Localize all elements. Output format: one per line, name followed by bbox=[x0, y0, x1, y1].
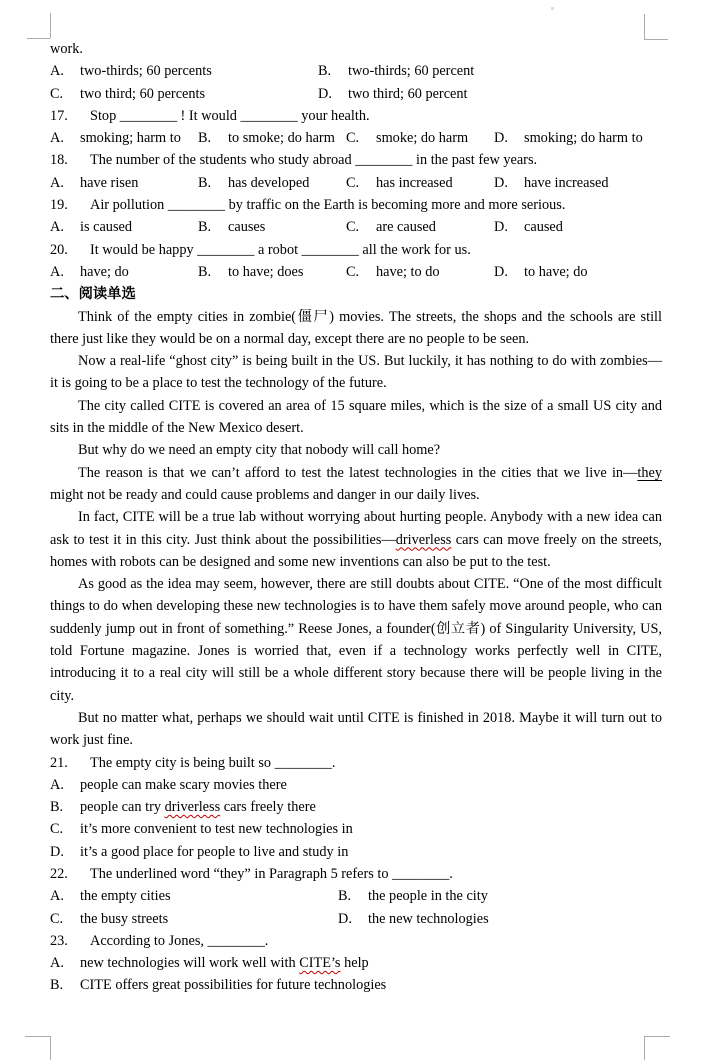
option-17-b bbox=[198, 127, 346, 149]
option-text: two third; 60 percent bbox=[348, 85, 468, 102]
option-text: help bbox=[340, 955, 369, 972]
crop-mark-top-left-vertical bbox=[50, 13, 51, 38]
option-20-d bbox=[494, 261, 662, 283]
spellcheck-word-driverless: driverless bbox=[164, 799, 221, 816]
option-text: has developed bbox=[228, 174, 310, 191]
option-label: A. bbox=[50, 263, 64, 280]
crop-mark-bottom-left-horizontal bbox=[25, 1036, 50, 1037]
spellcheck-word-driverless: driverless bbox=[395, 531, 452, 548]
options-row-22-cd bbox=[50, 908, 662, 930]
option-text: have risen bbox=[80, 174, 139, 191]
option-text: the busy streets bbox=[80, 910, 169, 927]
question-number: 19. bbox=[50, 197, 68, 214]
option-18-d bbox=[494, 172, 662, 194]
question-text: The underlined word “they” in Paragraph 5 refers to ________. bbox=[90, 865, 453, 882]
option-label: D. bbox=[494, 174, 508, 191]
option-21-c bbox=[50, 818, 662, 840]
crop-mark-bottom-right-horizontal bbox=[644, 1036, 670, 1037]
option-text: it’s a good place for people to live and study in bbox=[80, 843, 349, 860]
option-text: it’s more convenient to test new technologies in bbox=[80, 821, 353, 838]
passage-paragraph-4: But why do we need an empty city that nobody will call home? bbox=[78, 442, 441, 459]
option-label: C. bbox=[346, 130, 360, 147]
option-text: to smoke; do harm bbox=[228, 130, 335, 147]
option-text: have; to do bbox=[376, 263, 440, 280]
question-text: Air pollution ________ by traffic on the Earth is becoming more and more serious. bbox=[90, 197, 566, 214]
option-label: A. bbox=[50, 130, 64, 147]
option-19-d bbox=[494, 216, 662, 238]
crop-mark-top-right-vertical bbox=[644, 14, 645, 39]
option-label: D. bbox=[338, 910, 352, 927]
option-label: C. bbox=[50, 821, 64, 838]
option-label: D. bbox=[494, 219, 508, 236]
option-label: D. bbox=[318, 85, 332, 102]
option-text: have; do bbox=[80, 263, 129, 280]
option-text: has increased bbox=[376, 174, 453, 191]
option-text: the people in the city bbox=[368, 888, 488, 905]
question-number: 21. bbox=[50, 754, 68, 771]
option-text: smoking; do harm to bbox=[524, 130, 643, 147]
crop-mark-bottom-right-vertical bbox=[644, 1036, 645, 1060]
option-18-a bbox=[50, 172, 198, 194]
option-text: to have; does bbox=[228, 263, 304, 280]
question-19-stem bbox=[50, 194, 662, 216]
passage-paragraph-3: The city called CITE is covered an area of 15 square miles, which is the size of a small US city and sits in the middle of the New Mexico desert. bbox=[50, 397, 662, 437]
question-text: Stop ________ ! It would ________ your health. bbox=[90, 107, 370, 124]
option-19-a bbox=[50, 216, 198, 238]
option-20-b bbox=[198, 261, 346, 283]
option-text: have increased bbox=[524, 174, 609, 191]
option-22-d bbox=[338, 908, 662, 930]
options-row-18 bbox=[50, 172, 662, 194]
question-text: It would be happy ________ a robot ________ all the work for us. bbox=[90, 241, 471, 258]
option-label: A. bbox=[50, 888, 64, 905]
paragraph-text: might not be ready and could cause problems and danger in our daily lives. bbox=[50, 486, 480, 503]
passage-paragraph-5 bbox=[50, 462, 662, 507]
question-text: The empty city is being built so ________. bbox=[90, 754, 336, 771]
option-label: C. bbox=[50, 910, 64, 927]
option-19-c bbox=[346, 216, 494, 238]
option-text: people can try bbox=[80, 799, 165, 816]
document-content bbox=[50, 38, 662, 997]
question-number: 20. bbox=[50, 241, 68, 258]
question-22-stem bbox=[50, 863, 662, 885]
underlined-word-they: they bbox=[637, 464, 662, 481]
option-21-d bbox=[50, 841, 662, 863]
question-text: According to Jones, ________. bbox=[90, 932, 269, 949]
option-text: to have; do bbox=[524, 263, 588, 280]
paragraph-text: In fact, CITE will be a true lab without worrying about hurting people. Anybody with a new idea can ask to test it in this city. Just think about the possibilities— bbox=[50, 509, 662, 548]
paragraph-text: The reason is that we can’t afford to test the latest technologies in the cities that we live in— bbox=[78, 464, 638, 481]
question-20-stem bbox=[50, 239, 662, 261]
option-text: smoke; do harm bbox=[376, 130, 469, 147]
option-text: people can make scary movies there bbox=[80, 776, 287, 793]
option-22-c bbox=[50, 908, 338, 930]
option-text: causes bbox=[228, 219, 266, 236]
option-label: B. bbox=[198, 219, 212, 236]
question-number: 22. bbox=[50, 865, 68, 882]
option-text: the empty cities bbox=[80, 888, 171, 905]
option-18-c bbox=[346, 172, 494, 194]
option-22-b bbox=[338, 885, 662, 907]
option-label: C. bbox=[346, 263, 360, 280]
option-16-d bbox=[318, 83, 662, 105]
option-label: B. bbox=[198, 174, 212, 191]
option-label: C. bbox=[346, 219, 360, 236]
option-label: D. bbox=[50, 843, 64, 860]
option-20-a bbox=[50, 261, 198, 283]
option-text: CITE offers great possibilities for future technologies bbox=[80, 977, 387, 994]
option-text: two-thirds; 60 percent bbox=[348, 63, 475, 80]
options-row-16-cd bbox=[50, 83, 662, 105]
options-row-19 bbox=[50, 216, 662, 238]
passage-paragraph-1: Think of the empty cities in zombie(僵尸) movies. The streets, the shops and the schools are still there just like they would be on a normal day, except there are no people to be seen. bbox=[50, 308, 662, 347]
spellcheck-word-cites: CITE’s bbox=[299, 955, 341, 972]
option-23-a bbox=[50, 952, 662, 974]
options-row-17 bbox=[50, 127, 662, 149]
option-text: the new technologies bbox=[368, 910, 489, 927]
option-label: A. bbox=[50, 776, 64, 793]
crop-mark-bottom-left-vertical bbox=[50, 1036, 51, 1060]
option-text: two third; 60 percents bbox=[80, 85, 206, 102]
question-number: 23. bbox=[50, 932, 68, 949]
passage-paragraph-7: As good as the idea may seem, however, there are still doubts about CITE. “One of the most difficult things to do when developing these new technologies is to have them safely move around people, who can suddenly jump out in front of something.” Reese Jones, a founder(创立者) of Singularity University, US, told Fortune magazine. Jones is worried that, even if a technology works perfectly well in CITE, introducing it to a real city will still be a whole different story because there will be people living in the city. bbox=[50, 576, 662, 704]
option-16-b bbox=[318, 60, 662, 82]
question-17-stem bbox=[50, 105, 662, 127]
option-20-c bbox=[346, 261, 494, 283]
option-19-b bbox=[198, 216, 346, 238]
passage-paragraph-8: But no matter what, perhaps we should wait until CITE is finished in 2018. Maybe it will turn out to work just fine. bbox=[50, 709, 662, 749]
option-label: B. bbox=[50, 977, 64, 994]
option-label: B. bbox=[338, 888, 352, 905]
option-18-b bbox=[198, 172, 346, 194]
question-number: 17. bbox=[50, 107, 68, 124]
option-text: are caused bbox=[376, 219, 436, 236]
option-label: B. bbox=[198, 263, 212, 280]
option-text: two-thirds; 60 percents bbox=[80, 63, 212, 80]
option-label: A. bbox=[50, 955, 64, 972]
option-16-a bbox=[50, 60, 318, 82]
option-label: C. bbox=[346, 174, 360, 191]
option-label: B. bbox=[198, 130, 212, 147]
option-label: A. bbox=[50, 63, 64, 80]
option-23-b bbox=[50, 974, 662, 996]
option-text: smoking; harm to bbox=[80, 130, 181, 147]
section-heading-reading: 二、阅读单选 bbox=[50, 286, 136, 303]
paragraph-text: cars can move freely on the streets, homes with robots can be designed and some new inventions can also be put to the test. bbox=[50, 531, 662, 570]
scan-speck bbox=[551, 7, 554, 10]
passage-paragraph-2: Now a real-life “ghost city” is being built in the US. But luckily, it has nothing to do with zombies—it is going to be a place to test the technology of the future. bbox=[50, 353, 662, 392]
option-text: caused bbox=[524, 219, 563, 236]
passage-paragraph-6 bbox=[50, 506, 662, 573]
option-label: A. bbox=[50, 219, 64, 236]
option-label: C. bbox=[50, 85, 64, 102]
option-label: A. bbox=[50, 174, 64, 191]
option-17-d bbox=[494, 127, 662, 149]
question-text: The number of the students who study abroad ________ in the past few years. bbox=[90, 152, 538, 169]
question-23-stem bbox=[50, 930, 662, 952]
option-17-a bbox=[50, 127, 198, 149]
option-17-c bbox=[346, 127, 494, 149]
option-text: new technologies will work well with bbox=[80, 955, 300, 972]
question-21-stem bbox=[50, 752, 662, 774]
question-number: 18. bbox=[50, 152, 68, 169]
option-label: D. bbox=[494, 263, 508, 280]
question-18-stem bbox=[50, 149, 662, 171]
option-label: B. bbox=[50, 799, 64, 816]
option-16-c bbox=[50, 83, 318, 105]
options-row-16-ab bbox=[50, 60, 662, 82]
crop-mark-top-left-horizontal bbox=[27, 38, 50, 39]
option-21-b bbox=[50, 796, 662, 818]
options-row-22-ab bbox=[50, 885, 662, 907]
option-text: is caused bbox=[80, 219, 133, 236]
option-22-a bbox=[50, 885, 338, 907]
option-21-a bbox=[50, 774, 662, 796]
option-text: cars freely there bbox=[220, 799, 316, 816]
carryover-text: work. bbox=[50, 41, 83, 57]
option-label: B. bbox=[318, 63, 332, 80]
options-row-20 bbox=[50, 261, 662, 283]
option-label: D. bbox=[494, 130, 508, 147]
